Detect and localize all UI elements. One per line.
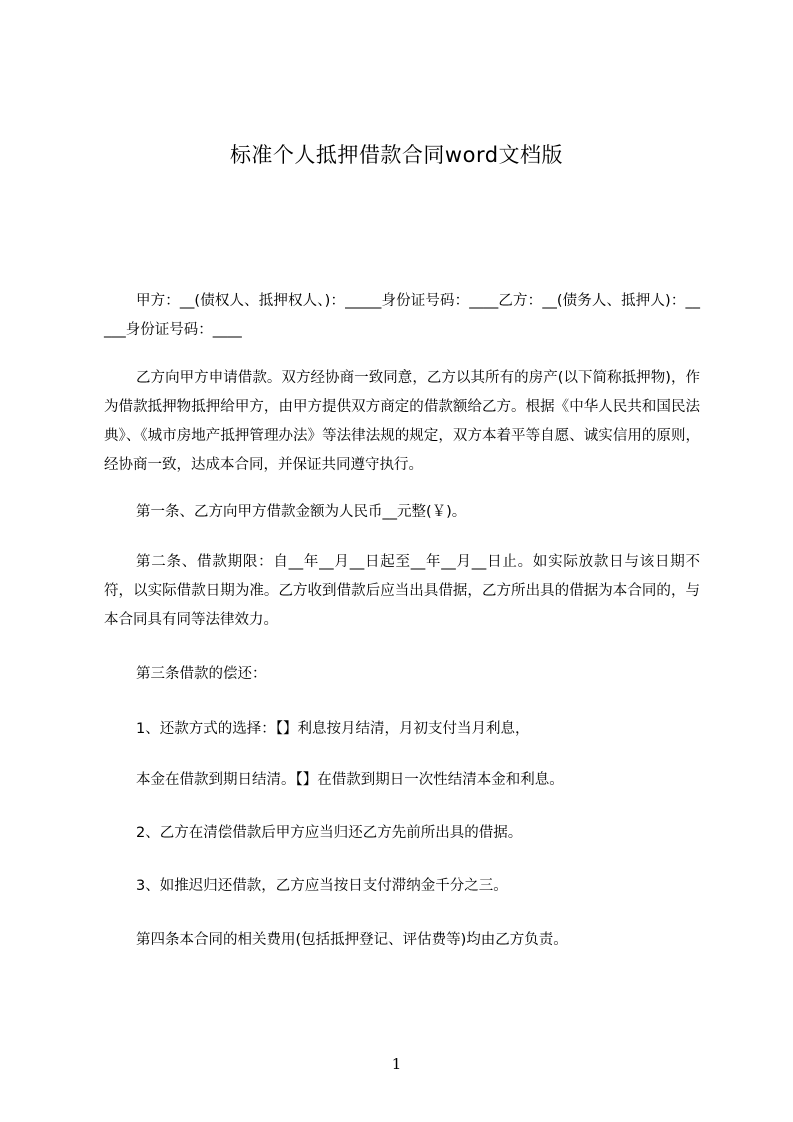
parties-paragraph: 甲方：__(债权人、抵押权人、)：_____身份证号码：____乙方：__(债务人、抵押人)：_____身份证号码：____ bbox=[104, 293, 700, 338]
document-title: 标准个人抵押借款合同word文档版 bbox=[229, 143, 564, 167]
article-3-item-1-continued: 本金在借款到期日结清。【】在借款到期日一次性结清本金和利息。 bbox=[136, 772, 564, 788]
article-1-paragraph: 第一条、乙方向甲方借款金额为人民币__元整(￥)。 bbox=[136, 504, 467, 520]
article-3-item-2: 2、乙方在清偿借款后甲方应当归还乙方先前所出具的借据。 bbox=[136, 825, 523, 841]
page-number: 1 bbox=[391, 1055, 402, 1073]
article-2-paragraph: 第二条、借款期限：自__年__月__日起至__年__月__日止。如实际放款日与该日期不符，以实际借款日期为准。乙方收到借款后应当出具借据，乙方所出具的借据为本合同的，与本合同具有同等法律效力。 bbox=[104, 554, 700, 628]
article-3-item-1: 1、还款方式的选择：【】利息按月结清，月初支付当月利息， bbox=[136, 721, 530, 737]
preamble-paragraph: 乙方向甲方申请借款。双方经协商一致同意，乙方以其所有的房产(以下简称抵押物)，作为借款抵押物抵押给甲方，由甲方提供双方商定的借款额给乙方。根据《中华人民共和国民法典》、《城市房地产抵押管理办法》等法律法规的规定，双方本着平等自愿、诚实信用的原则，经协商一致，达成本合同，并保证共同遵守执行。 bbox=[104, 370, 700, 473]
article-3-item-3: 3、如推迟归还借款，乙方应当按日支付滞纳金千分之三。 bbox=[136, 878, 508, 894]
article-4-paragraph: 第四条本合同的相关费用(包括抵押登记、评估费等)均由乙方负责。 bbox=[136, 932, 568, 948]
article-3-heading: 第三条借款的偿还： bbox=[136, 666, 267, 682]
